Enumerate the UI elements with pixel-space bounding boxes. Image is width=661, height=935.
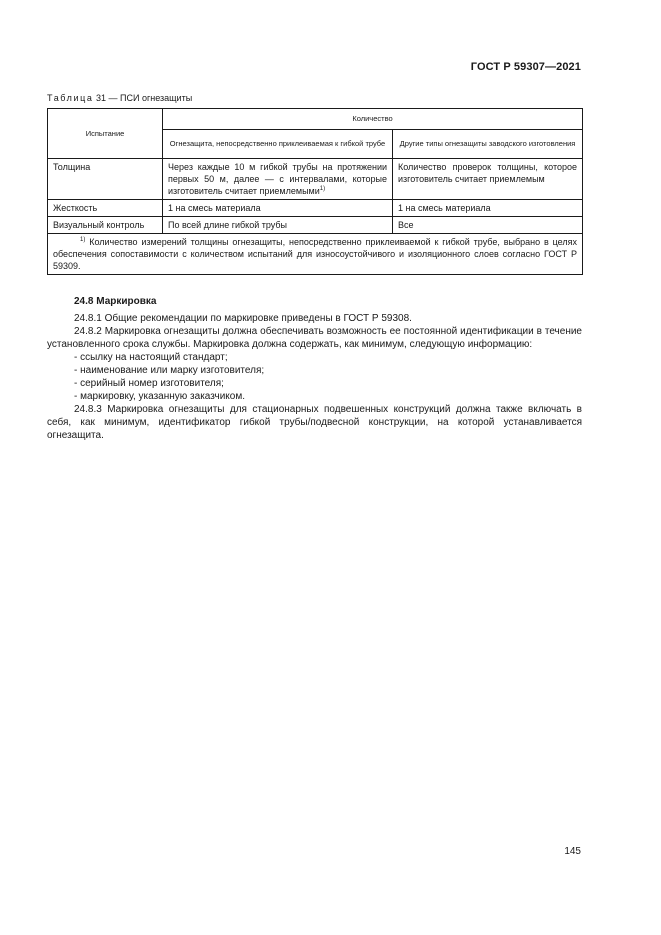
row-test: Толщина bbox=[48, 159, 163, 200]
list-item: - ссылку на настоящий стандарт; bbox=[74, 352, 228, 363]
list-item: - маркировку, указанную заказчиком. bbox=[74, 391, 246, 402]
section-title: 24.8 Маркировка bbox=[74, 296, 157, 307]
row-col-other: Все bbox=[393, 217, 583, 234]
header-test: Испытание bbox=[48, 109, 163, 159]
paragraph-24-8-2: 24.8.2 Маркировка огнезащиты должна обеспечивать возможность ее постоянной идентификации в течение установленного срока службы. Маркировка должна содержать, как минимум, следующую информацию: bbox=[47, 326, 582, 350]
table-caption-title: 31 — ПСИ огнезащиты bbox=[93, 93, 193, 103]
row-col-other: Количество проверок толщины, которое изготовитель считает приемлемым bbox=[393, 159, 583, 200]
header-col-other: Другие типы огнезащиты заводского изготовления bbox=[393, 130, 583, 159]
row-col-attached: 1 на смесь материала bbox=[163, 200, 393, 217]
header-quantity: Количество bbox=[163, 109, 583, 130]
paragraph-24-8-3: 24.8.3 Маркировка огнезащиты для стационарных подвешенных конструкций должна также включать в себя, как минимум, идентификатор гибкой трубы/подвесной конструкции, на которой устанавливается огнезащита. bbox=[47, 404, 582, 441]
table-row bbox=[48, 217, 583, 234]
footnote-reference: 1) bbox=[319, 186, 326, 192]
table-footnote bbox=[48, 234, 583, 275]
row-col-other: 1 на смесь материала bbox=[393, 200, 583, 217]
row-col-attached-text: Через каждые 10 м гибкой трубы на протяжении первых 50 м, далее — с интервалами, которые изготовитель считает приемлемыми bbox=[168, 162, 387, 196]
table-row bbox=[48, 159, 583, 200]
row-col-attached: По всей длине гибкой трубы bbox=[163, 217, 393, 234]
paragraph-24-8-1: 24.8.1 Общие рекомендации по маркировке приведены в ГОСТ Р 59308. bbox=[74, 313, 412, 324]
marking-section bbox=[47, 295, 582, 442]
row-test: Визуальный контроль bbox=[48, 217, 163, 234]
psi-table bbox=[47, 108, 583, 275]
list-item: - серийный номер изготовителя; bbox=[74, 378, 224, 389]
row-test: Жесткость bbox=[48, 200, 163, 217]
header-col-attached: Огнезащита, непосредственно приклеиваемая к гибкой трубе bbox=[163, 130, 393, 159]
table-row bbox=[48, 200, 583, 217]
footnote-mark: 1) bbox=[80, 237, 86, 243]
list-item: - наименование или марку изготовителя; bbox=[74, 365, 265, 376]
page-number: 145 bbox=[564, 846, 581, 857]
table-caption bbox=[47, 93, 192, 103]
footnote-text: Количество измерений толщины огнезащиты, непосредственно приклеиваемой к гибкой трубе, выбрано в целях обеспечения сопоставимости с количеством испытаний для износоустойчивого и изоляционного слоев согласно ГОСТ Р 59309. bbox=[53, 237, 577, 271]
document-code: ГОСТ Р 59307—2021 bbox=[470, 61, 581, 73]
row-col-attached bbox=[163, 159, 393, 200]
table-caption-prefix: Таблица bbox=[47, 93, 94, 103]
